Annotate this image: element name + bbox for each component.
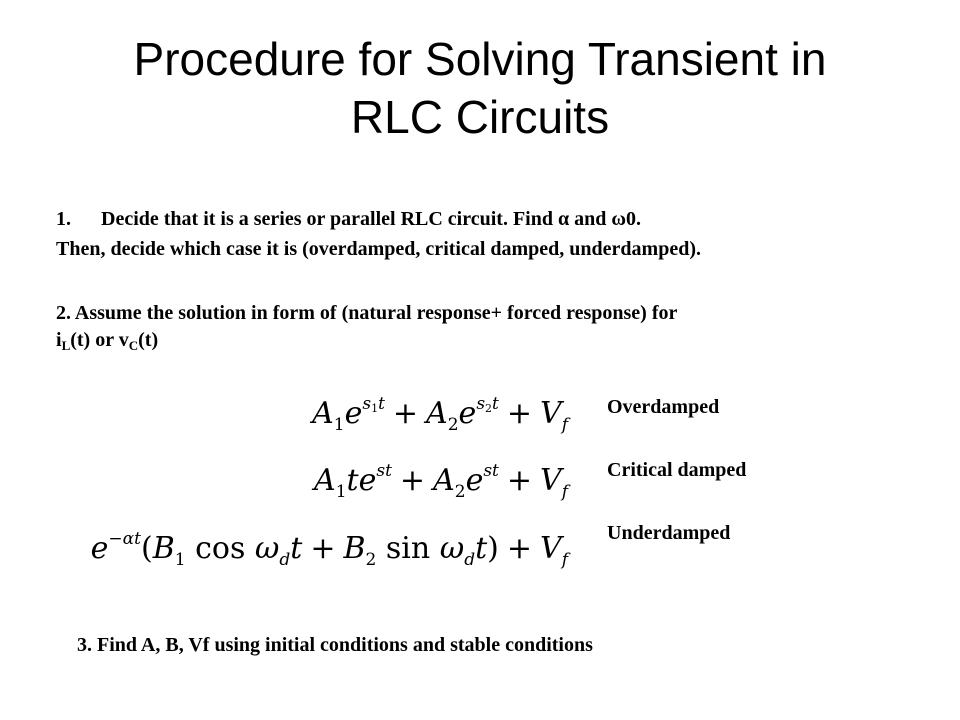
title-line-2: RLC Circuits (350, 91, 610, 143)
step-1-line-2: Then, decide which case it is (overdamped, critical damped, underdamped). (56, 238, 701, 260)
step-1-number: 1. (56, 208, 71, 230)
case-critical-damped-label: Critical damped (607, 459, 747, 481)
step-2-line-1: 2. Assume the solution in form of (natural response+ forced response) for (56, 302, 678, 324)
step-1-text: Decide that it is a series or parallel RLC circuit. Find α and ω0. (101, 208, 642, 230)
title-line-1: Procedure for Solving Transient in (133, 33, 827, 85)
case-overdamped-label: Overdamped (607, 396, 720, 418)
step-1-line-1 (56, 206, 641, 232)
step-3-text: 3. Find A, B, Vf using initial conditions and stable conditions (77, 634, 593, 656)
critical-damped-equation: $A_1te^{st} + A_2e^{st} + V_f$ (314, 461, 568, 502)
slide-title (0, 30, 960, 146)
overdamped-equation: $A_1e^{s_1t} + A_2e^{s_2t} + V_f$ (312, 394, 568, 435)
case-underdamped-label: Underdamped (607, 522, 731, 544)
step-2-line-2: $i_L(t)$ or $v_C(t)$ (56, 329, 159, 353)
underdamped-equation: $e^{-\alpha t}(B_1$ $\cos \omega_dt + B_2$ $\sin \omega_dt) + V_f$ (90, 529, 568, 570)
